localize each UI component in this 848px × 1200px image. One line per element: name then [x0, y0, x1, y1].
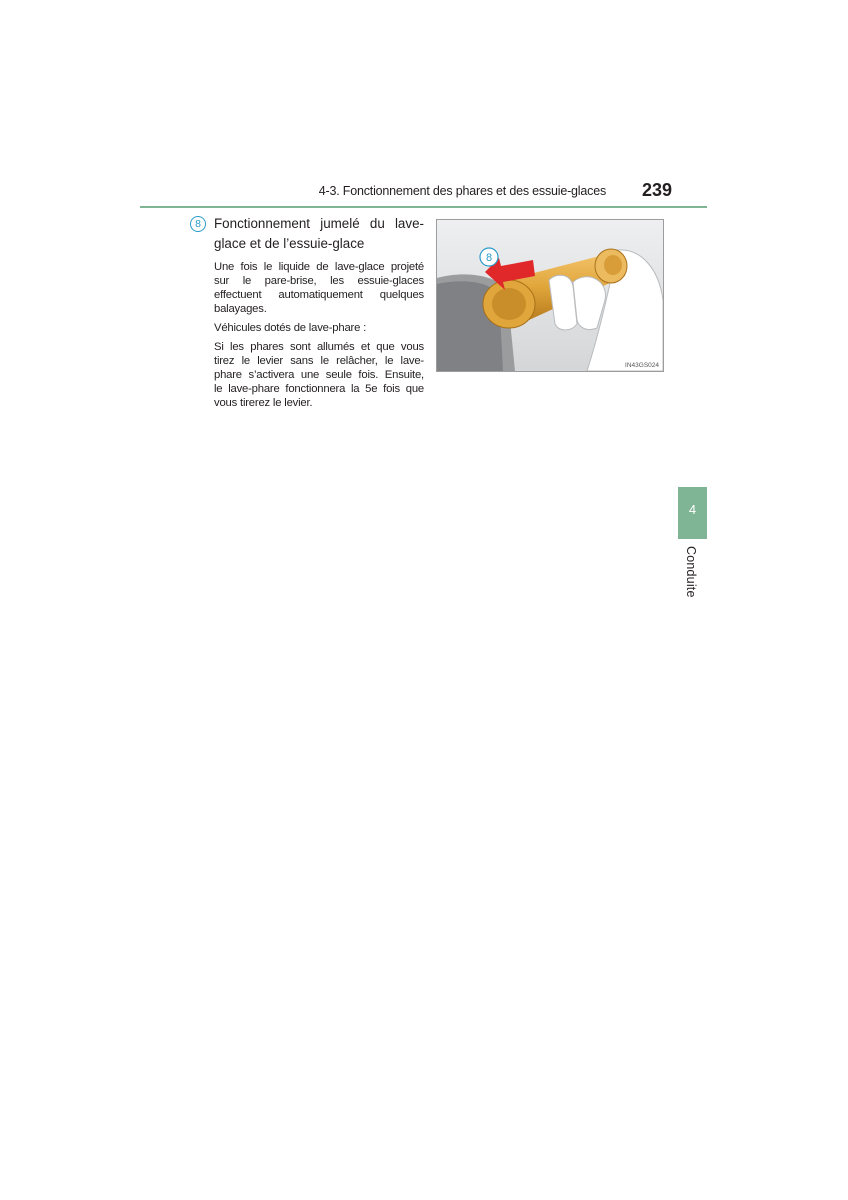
running-header-title: 4-3. Fonctionnement des phares et des essuie-glaces	[318, 184, 606, 198]
paragraph-headlight-cleaner-title	[214, 321, 424, 335]
text-line: le lave-phare fonctionnera la 5e fois que	[214, 383, 424, 395]
chapter-tab	[678, 487, 707, 539]
image-code: IN43GS024	[625, 362, 659, 369]
item-number-badge: 8	[190, 216, 206, 232]
paragraph-auto-sweep	[214, 260, 424, 316]
page-number: 239	[641, 180, 672, 200]
callout-number: 8	[485, 252, 493, 264]
heading-line: Fonctionnement jumelé du lave-	[214, 216, 424, 231]
chapter-label: Conduite	[684, 546, 698, 598]
paragraph-headlight-cleaner	[214, 340, 424, 410]
wiper-lever-illustration	[436, 219, 664, 372]
lever-knob-cap	[604, 255, 622, 275]
item-heading	[190, 214, 424, 254]
chapter-number: 4	[688, 502, 697, 517]
text-line: Si les phares sont allumés et que vous	[214, 341, 424, 353]
text-line: balayages.	[214, 303, 267, 315]
lever-base-inner	[492, 288, 526, 320]
text-line: effectuent automatiquement quelques	[214, 289, 424, 301]
text-line: vous tirerez le levier.	[214, 397, 313, 409]
text-line: phare s’activera une seule fois. Ensuite,	[214, 369, 424, 381]
text-line: tirez le levier sans le relâcher, le lave-	[214, 355, 424, 367]
text-line: sur le pare-brise, les essuie-glaces	[214, 275, 424, 287]
lever-drawing	[437, 220, 663, 371]
text-line: Véhicules dotés de lave-phare :	[214, 322, 367, 334]
heading-line: glace et de l’essuie-glace	[214, 236, 365, 251]
header-rule	[140, 206, 707, 208]
text-line: Une fois le liquide de lave-glace projeté	[214, 261, 424, 273]
